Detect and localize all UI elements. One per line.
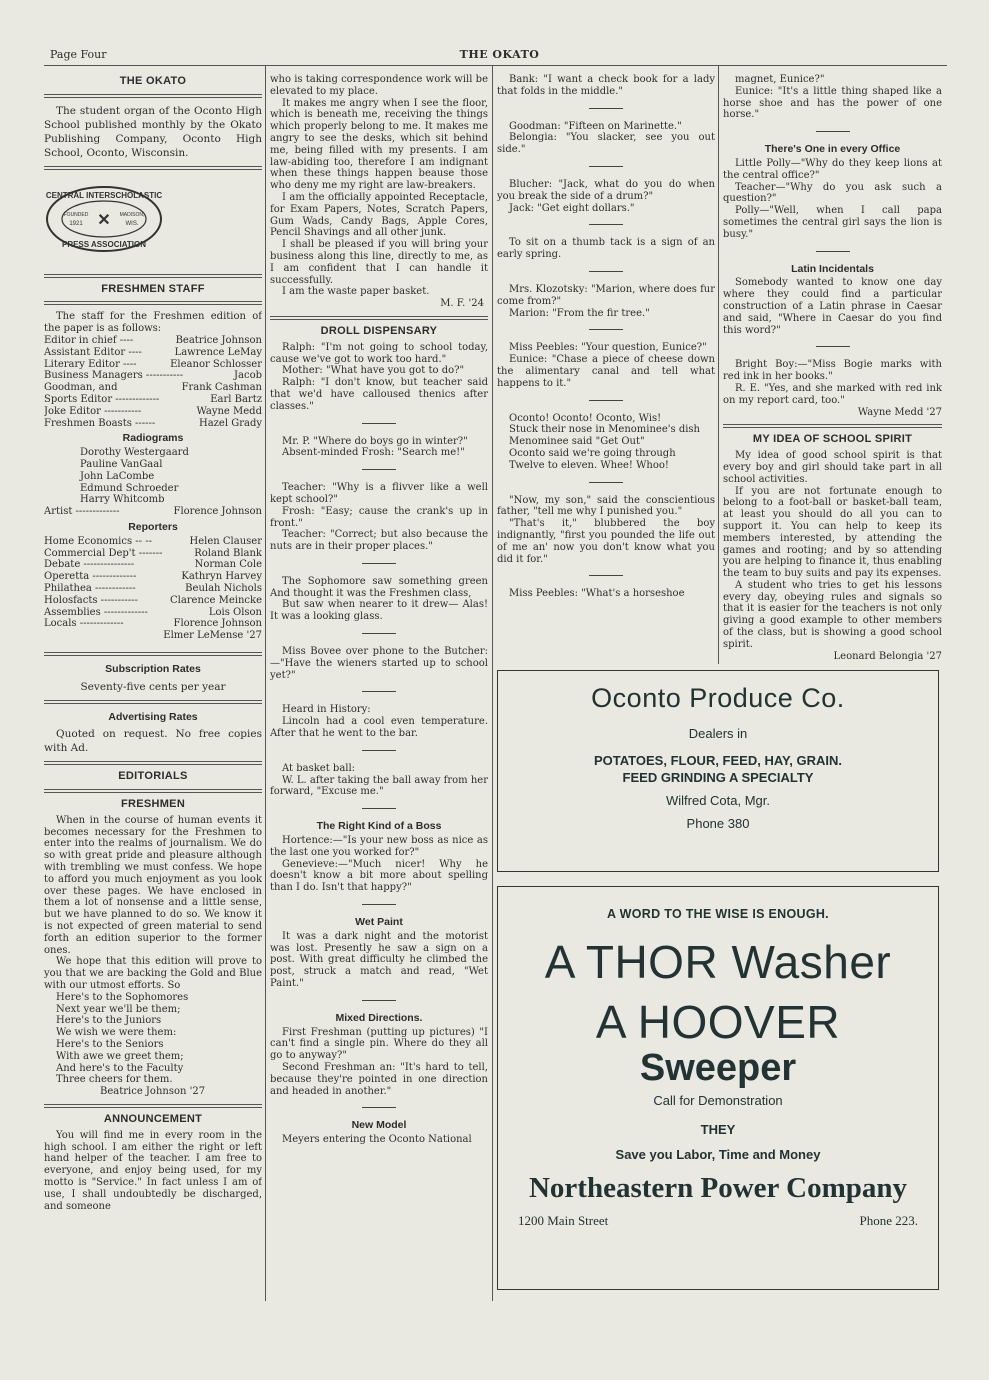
text-line: And here's to the Faculty — [56, 1062, 184, 1074]
droll-heading: DROLL DISPENSARY — [320, 324, 438, 337]
text-line: Absent-minded Frosh: "Search me!" — [282, 447, 465, 459]
mixed-heading: Mixed Directions. — [335, 1011, 423, 1024]
separator — [589, 271, 623, 272]
seal-bottom-text: PRESS ASSOCIATION — [61, 239, 147, 249]
editorials-heading: EDITORIALS — [118, 770, 188, 783]
text-line: Heard in History: — [282, 704, 371, 716]
joke — [270, 576, 488, 623]
boss-heading: The Right Kind of a Boss — [316, 820, 442, 833]
column-divider — [265, 66, 266, 1301]
ad-produce-name: Oconto Produce Co. — [591, 683, 845, 713]
ad-power-company: Northeastern Power Company — [528, 1172, 908, 1204]
double-rule — [44, 94, 262, 98]
artist-row: Artist ------------- Florence Johnson — [44, 506, 262, 518]
ad-power-footer — [498, 1213, 938, 1229]
seal-state: WIS. — [125, 220, 139, 227]
text-line: "Now, my son," said the conscientious father, "tell me why I punished you." — [497, 494, 715, 518]
staff-row: Editor in chief ---- Beatrice Johnson — [44, 334, 262, 346]
staff-row: Locals ------------- Florence Johnson — [44, 618, 262, 630]
announcement-heading: ANNOUNCEMENT — [103, 1113, 203, 1126]
column-1 — [44, 70, 262, 1305]
announcement-text: You will find me in every room in the high school. I am either the right or left hand helper of the teacher. I am free to everyone, and enjoy being used, for my motto is "Service." In fact unless I am of use, I shall undoubtedly be discharged, and someone — [44, 1129, 262, 1212]
text-line: Belongia: "You slacker, see you out side." — [497, 132, 715, 156]
bright-signature: Wayne Medd '27 — [857, 406, 942, 418]
text-line: Lincoln had a cool even temperature. After that he went to the bar. — [270, 716, 488, 740]
joke — [497, 342, 715, 389]
double-rule — [44, 761, 262, 765]
text-line: Stuck their nose in Menominee's dish — [509, 424, 700, 436]
radiograms-list — [44, 447, 262, 506]
text-line: Second Freshman an: "It's hard to tell, because they're pointed in one direction and headed in another." — [270, 1062, 488, 1097]
text-line: John LaCombe — [80, 470, 155, 482]
staff-row: Literary Editor ---- Eleanor Schlosser — [44, 358, 262, 370]
text-line: Pauline VanGaal — [80, 458, 163, 470]
freshmen-heading: FRESHMEN — [120, 798, 186, 811]
text-line: We wish we were them: — [56, 1027, 177, 1039]
text-line: At basket ball: — [282, 762, 356, 774]
header-rule — [44, 65, 947, 66]
text-line: Marion: "From the fir tree." — [509, 307, 650, 319]
ad-oconto-produce — [497, 670, 939, 872]
text-line: Jack: "Get eight dollars." — [509, 202, 635, 214]
double-rule — [44, 700, 262, 704]
text-line: Dorothy Westergaard — [80, 447, 189, 459]
ad-power-tagline: A WORD TO THE WISE IS ENOUGH. — [607, 907, 829, 921]
text-line: Ralph: "I don't know, but teacher said that we'd have calloused thenics after classes." — [270, 377, 488, 412]
text-line: Somebody wanted to know one day where they could find a particular construction of a Latin phrase in Caesar and said, "Where in Caesar do you find this word?" — [723, 277, 942, 336]
basket-text-4: I shall be pleased if you will bring your business along this line, directly to me, as I am confident that I can handle it successfully. — [270, 239, 488, 286]
advertising-text: Quoted on request. No free copies with Ad. — [44, 728, 262, 755]
separator — [816, 346, 850, 347]
separator — [362, 1000, 396, 1001]
new-model-text: Meyers entering the Oconto National — [282, 1134, 472, 1146]
joke — [497, 284, 715, 319]
text-line: Mother: "What have you got to do?" — [282, 365, 465, 377]
separator — [362, 563, 396, 564]
seal-founded: FOUNDED — [63, 211, 89, 218]
staff-row: Assistant Editor ---- Lawrence LeMay — [44, 346, 262, 358]
basket-text-1: who is taking correspondence work will be elevated to my place. — [270, 74, 488, 97]
ad-produce-phone: Phone 380 — [686, 816, 750, 831]
ad-produce-dealers: Dealers in — [688, 726, 748, 741]
ad-power-sweeper: Sweeper — [639, 1047, 797, 1089]
toast-poem — [44, 992, 262, 1086]
staff-intro: The staff for the Freshmen edition of the paper is as follows: — [44, 311, 262, 335]
text-line: A student who tries to get his lessons every day, obeying rules and signals so that it is easier for the teachers is not only giving a good example to other members of the class, but is showing a good school spirit. — [723, 579, 942, 650]
separator — [362, 750, 396, 751]
staff-heading: FRESHMEN STAFF — [101, 282, 205, 295]
ad-power-address: 1200 Main Street — [518, 1213, 609, 1228]
double-rule — [44, 789, 262, 793]
latin-heading: Latin Incidentals — [791, 262, 874, 275]
basket-text-5: I am the waste paper basket. — [282, 286, 430, 298]
text-line: Miss Peebles: "Your question, Eunice?" — [509, 342, 707, 354]
joke — [270, 482, 488, 553]
text-line: Bright Boy:—"Miss Bogie marks with red ink in her books." — [723, 359, 942, 383]
text-line: Little Polly—"Why do they keep lions at the central office?" — [723, 157, 942, 181]
text-line: Polly—"Well, when I call papa sometimes the central girl says the lion is busy." — [723, 205, 942, 240]
staff-list — [44, 335, 262, 429]
text-line: Oconto said we're going through — [509, 447, 676, 459]
column-2 — [270, 74, 488, 1304]
running-head — [50, 46, 949, 64]
freshmen-paragraph-2: We hope that this edition will prove to you that we are backing the Gold and Blue with our utmost efforts. So — [44, 956, 262, 992]
ad-power-they: THEY — [700, 1122, 736, 1137]
office-heading: There's One in every Office — [764, 143, 901, 156]
reporters-heading: Reporters — [128, 520, 178, 533]
ad-power-save: Save you Labor, Time and Money — [615, 1147, 821, 1162]
separator — [589, 108, 623, 109]
ad-power-hoover: A HOOVER — [595, 996, 841, 1048]
staff-row: Business Managers ----------- Jacob — [44, 370, 262, 382]
separator — [362, 691, 396, 692]
joke — [270, 646, 488, 681]
text-line: magnet, Eunice?" — [735, 74, 825, 85]
spirit-heading: MY IDEA OF SCHOOL SPIRIT — [752, 433, 913, 446]
ad-power-phone: Phone 223. — [859, 1213, 918, 1228]
staff-row: Philathea ------------ Beulah Nichols — [44, 582, 262, 594]
seal-year: 1921 — [69, 220, 83, 227]
text-line: Harry Whitcomb — [80, 494, 165, 506]
ad-produce-goods: POTATOES, FLOUR, FEED, HAY, GRAIN. — [594, 753, 842, 768]
double-rule — [270, 316, 488, 320]
freshmen-paragraph-1: When in the course of human events it becomes necessary for the Freshmen to enter into the realms of journalism. We do so with great pride and pleasure although with trembling we must confess. We hope to afford you much enjoyment as you look over these pages. We have enclosed in them a lot of nonsense and a little sense, but we have planned to do so. We know it is not expected of green material to send forth an edition superior to the former ones. — [44, 814, 262, 956]
seal-top-text: CENTRAL INTERSCHOLASTIC — [45, 190, 163, 200]
separator — [589, 224, 623, 225]
reporters-list — [44, 536, 262, 630]
svg-text:✕: ✕ — [97, 211, 111, 229]
text-line: But saw when nearer to it drew— Alas! It was a looking glass. — [270, 599, 488, 623]
advertising-heading: Advertising Rates — [108, 710, 198, 723]
text-line: Hortence:—"Is your new boss as nice as the last one you worked for?" — [270, 835, 488, 858]
cheer-verse — [497, 413, 715, 472]
column-4 — [723, 74, 942, 664]
column-divider — [718, 66, 719, 664]
double-rule — [44, 1104, 262, 1108]
spirit-essay — [723, 450, 942, 651]
separator — [589, 400, 623, 401]
spirit-signature: Leonard Belongia '27 — [833, 650, 942, 662]
staff-row: Sports Editor ------------- Earl Bartz — [44, 393, 262, 405]
column-divider — [492, 66, 493, 1301]
staff-row: Operetta ------------- Kathryn Harvey — [44, 571, 262, 583]
subscription-heading: Subscription Rates — [105, 662, 201, 675]
joke — [270, 704, 488, 739]
joke — [497, 495, 715, 566]
text-line: Blucher: "Jack, what do you do when you break the side of a drum?" — [497, 178, 715, 202]
joke — [497, 121, 715, 156]
text-line: First Freshman (putting up pictures) "I can't find a single pin. Where do they all go to anyway?" — [270, 1026, 488, 1062]
text-line: If you are not fortunate enough to belong to a foot-ball or basket-ball team, at least you should do all you can to support it. You can help to keep its members interested, by attending the games and rooting; and by so attending you are helping to finance it, thus enabling the team to buy suits and pay its expenses. — [723, 485, 942, 580]
separator — [589, 329, 623, 330]
press-association-seal-icon — [44, 184, 164, 254]
joke — [497, 237, 715, 261]
okato-description: The student organ of the Oconto High School published monthly by the Okato Publishing Company, Oconto High School, Oconto, Wisconsin. — [44, 104, 262, 159]
joke — [270, 835, 488, 894]
separator — [362, 904, 396, 905]
text-line: Here's to the Seniors — [56, 1039, 164, 1051]
text-line: Mr. P. "Where do boys go in winter?" — [282, 435, 468, 447]
staff-row: Joke Editor ----------- Wayne Medd — [44, 405, 262, 417]
text-line: Here's to the Juniors — [56, 1015, 162, 1027]
text-line: To sit on a thumb tack is a sign of an early spring. — [497, 237, 715, 261]
separator — [362, 423, 396, 424]
text-line: Three cheers for them. — [56, 1074, 173, 1086]
new-model-heading: New Model — [351, 1119, 407, 1132]
staff-row: Holosfacts ----------- Clarence Meincke — [44, 594, 262, 606]
joke — [270, 763, 488, 798]
separator — [362, 808, 396, 809]
ad-power-thor: A THOR Washer — [544, 936, 892, 988]
text-line: Eunice: "Chase a piece of cheese down the alimentary canal and tell what happens to it." — [497, 354, 715, 389]
wet-paint-heading: Wet Paint — [355, 916, 403, 929]
joke — [723, 359, 942, 406]
text-line: Mrs. Klozotsky: "Marion, where does fur come from?" — [497, 283, 715, 307]
joke — [497, 179, 715, 214]
text-line: Edmund Schroeder — [80, 482, 179, 494]
separator — [362, 469, 396, 470]
text-line: Frosh: "Easy; cause the crank's up in front." — [270, 505, 488, 529]
double-rule — [44, 301, 262, 305]
text-line: Genevieve:—"Much nicer! Why he doesn't know a bit more about spelling than I do. Isn't that happy?" — [270, 858, 488, 894]
joke — [270, 342, 488, 413]
separator — [589, 482, 623, 483]
subscription-text: Seventy-five cents per year — [80, 680, 226, 693]
text-line: R. E. "Yes, and she marked with red ink on my report card, too." — [723, 382, 942, 406]
text-line: Menominee said "Get Out" — [509, 436, 645, 448]
separator — [362, 633, 396, 634]
page-number: Page Four — [50, 48, 107, 61]
joke — [723, 158, 942, 241]
staff-row: Goodman, and Frank Cashman — [44, 382, 262, 394]
text-line: "That's it," blubbered the boy indignantly, "first you pounded the life out of me an' now you don't know what you did it for." — [497, 518, 715, 565]
text-line: Here's to the Sophomores — [56, 991, 189, 1003]
basket-text-2: It makes me angry when I see the floor, which is beneath me, receiving the things which properly belong to me. It makes me angry to see the desks, which sit behind me, being filled with my presents. I am law-abiding too, therefore I am indignant when these things happen beause those who deny me my right are law-breakers. — [270, 97, 488, 192]
seal-city: MADISON, — [119, 211, 145, 218]
text-line: Teacher: "Why is a flivver like a well kept school?" — [270, 482, 488, 505]
text-line: Eunice: "It's a little thing shaped like a horse shoe and has the power of one horse." — [723, 85, 942, 121]
text-line: Oconto! Oconto! Oconto, Wis! — [509, 412, 662, 424]
staff-row: Home Economics -- -- Helen Clauser — [44, 535, 262, 547]
joke — [723, 277, 942, 336]
separator — [589, 575, 623, 576]
basket-text-3: I am the officially appointed Receptacle, for Exam Papers, Notes, Scratch Papers, Gum Wads, Candy Bags, Apple Cores, Pencil Shavings and all other junk. — [270, 191, 488, 239]
joke — [723, 74, 942, 121]
ad-northeastern-power — [497, 886, 939, 1290]
basket-signature: M. F. '24 — [440, 298, 484, 310]
text-line: Twelve to eleven. Whee! Whoo! — [509, 459, 669, 471]
text-line: Goodman: "Fifteen on Marinette." — [509, 120, 682, 132]
text-line: Next year we'll be them; — [56, 1003, 181, 1015]
okato-heading: THE OKATO — [119, 75, 187, 87]
double-rule — [44, 166, 262, 170]
text-line: The Sophomore saw something green And thought it was the Freshmen class, — [270, 575, 488, 599]
staff-row: Commercial Dep't ------- Roland Blank — [44, 547, 262, 559]
ad-power-demo: Call for Demonstration — [653, 1093, 783, 1108]
separator — [816, 251, 850, 252]
wet-paint-text: It was a dark night and the motorist was lost. Presently he saw a sign on a post. With great difficulty he climbed the post, struck a match and read, "Wet Paint." — [270, 930, 488, 990]
joke-horseshoe: Miss Peebles: "What's a horseshoe — [509, 588, 685, 600]
text-line: Miss Bovee over phone to the Butcher:—"Have the wieners started up to school yet?" — [270, 646, 488, 681]
ad-produce-manager: Wilfred Cota, Mgr. — [665, 793, 771, 808]
freshmen-signature: Beatrice Johnson '27 — [100, 1086, 206, 1098]
joke — [270, 436, 488, 460]
staff-row: Freshmen Boasts ------ Hazel Grady — [44, 417, 262, 429]
joke — [270, 1027, 488, 1098]
text-line: Teacher—"Why do you ask such a question?" — [723, 181, 942, 205]
text-line: My idea of good school spirit is that every boy and girl should take part in all school activities. — [723, 450, 942, 485]
column-3 — [497, 74, 715, 664]
text-line: Bank: "I want a check book for a lady that folds in the middle." — [497, 74, 715, 97]
staff-row: Debate --------------- Norman Cole — [44, 559, 262, 571]
separator — [362, 1107, 396, 1108]
ad-produce-specialty: FEED GRINDING A SPECIALTY — [622, 770, 814, 785]
double-rule — [723, 424, 942, 428]
text-line: W. L. after taking the ball away from her forward, "Excuse me." — [270, 774, 488, 798]
text-line: Ralph: "I'm not going to school today, cause we've got to work too hard." — [270, 341, 488, 365]
text-line: Teacher: "Correct; but also because the nuts are in their proper places." — [270, 529, 488, 553]
joke — [497, 74, 715, 98]
staff-row: Assemblies ------------- Lois Olson — [44, 606, 262, 618]
text-line: With awe we greet them; — [56, 1050, 184, 1062]
radiograms-heading: Radiograms — [122, 432, 184, 445]
double-rule — [44, 274, 262, 278]
double-rule — [44, 652, 262, 656]
staff-signature: Elmer LeMense '27 — [163, 630, 262, 642]
newspaper-title: THE OKATO — [459, 48, 540, 61]
separator — [589, 166, 623, 167]
separator — [816, 131, 850, 132]
